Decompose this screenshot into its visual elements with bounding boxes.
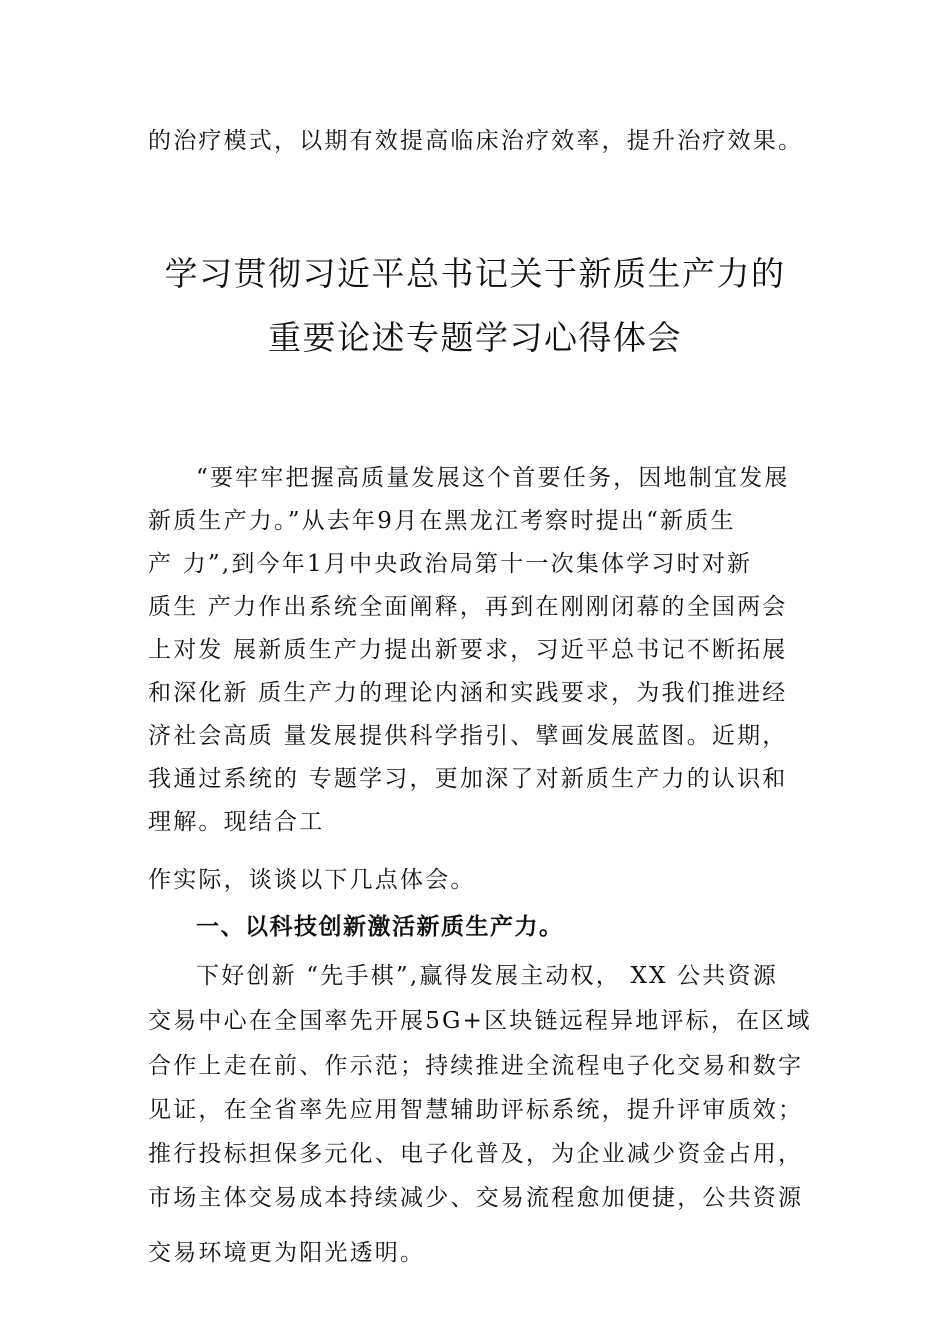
- intro-line-10: 作实际，谈谈以下几点体会。: [148, 867, 476, 893]
- intro-line-1: “要牢牢把握高质量发展这个首要任务，因地制宜发展: [196, 465, 790, 491]
- intro-line-7: 济社会高质 量发展提供科学指引、擘画发展蓝图。近期，: [148, 723, 788, 749]
- section-1-line-1: 下好创新 “先手棋”,赢得发展主动权， XX 公共资源: [196, 963, 778, 989]
- title-line-1: 学习贯彻习近平总书记关于新质生产力的: [164, 254, 786, 293]
- section-1-line-7: 交易环境更为阳光透明。: [148, 1240, 426, 1266]
- intro-line-4: 质生 产力作出系统全面阐释，再到在刚刚闭幕的全国两会: [148, 594, 788, 620]
- intro-line-8: 我通过系统的 专题学习，更加深了对新质生产力的认识和: [148, 766, 788, 792]
- intro-line-9: 理解。现结合工: [148, 809, 325, 835]
- section-1-heading: 一、以科技创新激活新质生产力。: [196, 914, 564, 940]
- section-1-line-5: 推行投标担保多元化、电子化普及，为企业减少资金占用，: [148, 1141, 804, 1167]
- intro-line-5: 上对发 展新质生产力提出新要求，习近平总书记不断拓展: [148, 637, 788, 663]
- section-1-line-2: 交易中心在全国率先开展5G+区块链远程异地评标，在区域: [148, 1008, 812, 1034]
- section-1-line-6: 市场主体交易成本持续减少、交易流程愈加便捷，公共资源: [148, 1185, 804, 1211]
- intro-line-6: 和深化新 质生产力的理论内涵和实践要求，为我们推进经: [148, 680, 788, 706]
- carryover-line: 的治疗模式，以期有效提高临床治疗效率，提升治疗效果。: [148, 128, 804, 154]
- section-1-line-4: 见证，在全省率先应用智慧辅助评标系统，提升评审质效；: [148, 1097, 804, 1123]
- intro-line-3: 产 力”,到今年1月中央政治局第十一次集体学习时对新: [148, 551, 753, 577]
- intro-line-2: 新质生产力。”从去年9月在黑龙江考察时提出“新质生: [148, 508, 736, 534]
- section-1-line-3: 合作上走在前、作示范；持续推进全流程电子化交易和数字: [148, 1053, 804, 1079]
- title-line-2: 重要论述专题学习心得体会: [268, 318, 682, 357]
